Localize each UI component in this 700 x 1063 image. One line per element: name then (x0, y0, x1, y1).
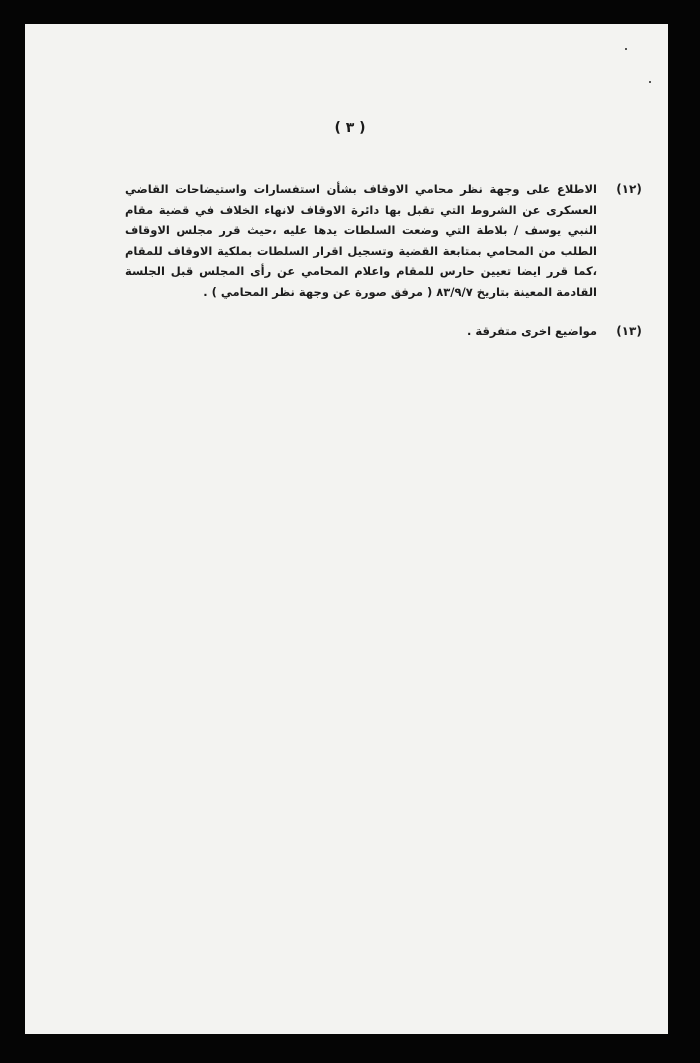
paper-speck (649, 81, 651, 83)
item-text: الاطلاع على وجهة نظر محامي الاوقاف بشأن استفسارات واستيضاحات القاضي العسكرى عن الشروط التي تقبل بها دائرة الاوقاف لانهاء الخلاف في قضية مقام النبي يوسف / بلاطة التي وضعت السلطات يدها عليه ،حيث قرر مجلس الاوقاف الطلب من المحامي بمتابعة القضية وتسجيل اقرار السلطات بملكية الاوقاف للمقام ،كما قرر ايضا تعيين حارس للمقام واعلام المحامي عن رأى المجلس قبل الجلسة القادمة المعينة بتاريخ ٨٣/٩/٧ ( مرفق صورة عن وجهة نظر المحامي ) . (125, 182, 597, 299)
item-text: مواضيع اخرى متفرقة . (467, 324, 597, 338)
agenda-item-13 (125, 321, 642, 342)
item-number: (١٢) (616, 182, 642, 196)
item-number: (١٣) (616, 324, 642, 338)
paper-speck (625, 48, 627, 50)
agenda-item-12 (125, 179, 642, 302)
page-number: ( ٣ ) (334, 120, 366, 136)
document-page (25, 24, 668, 1034)
